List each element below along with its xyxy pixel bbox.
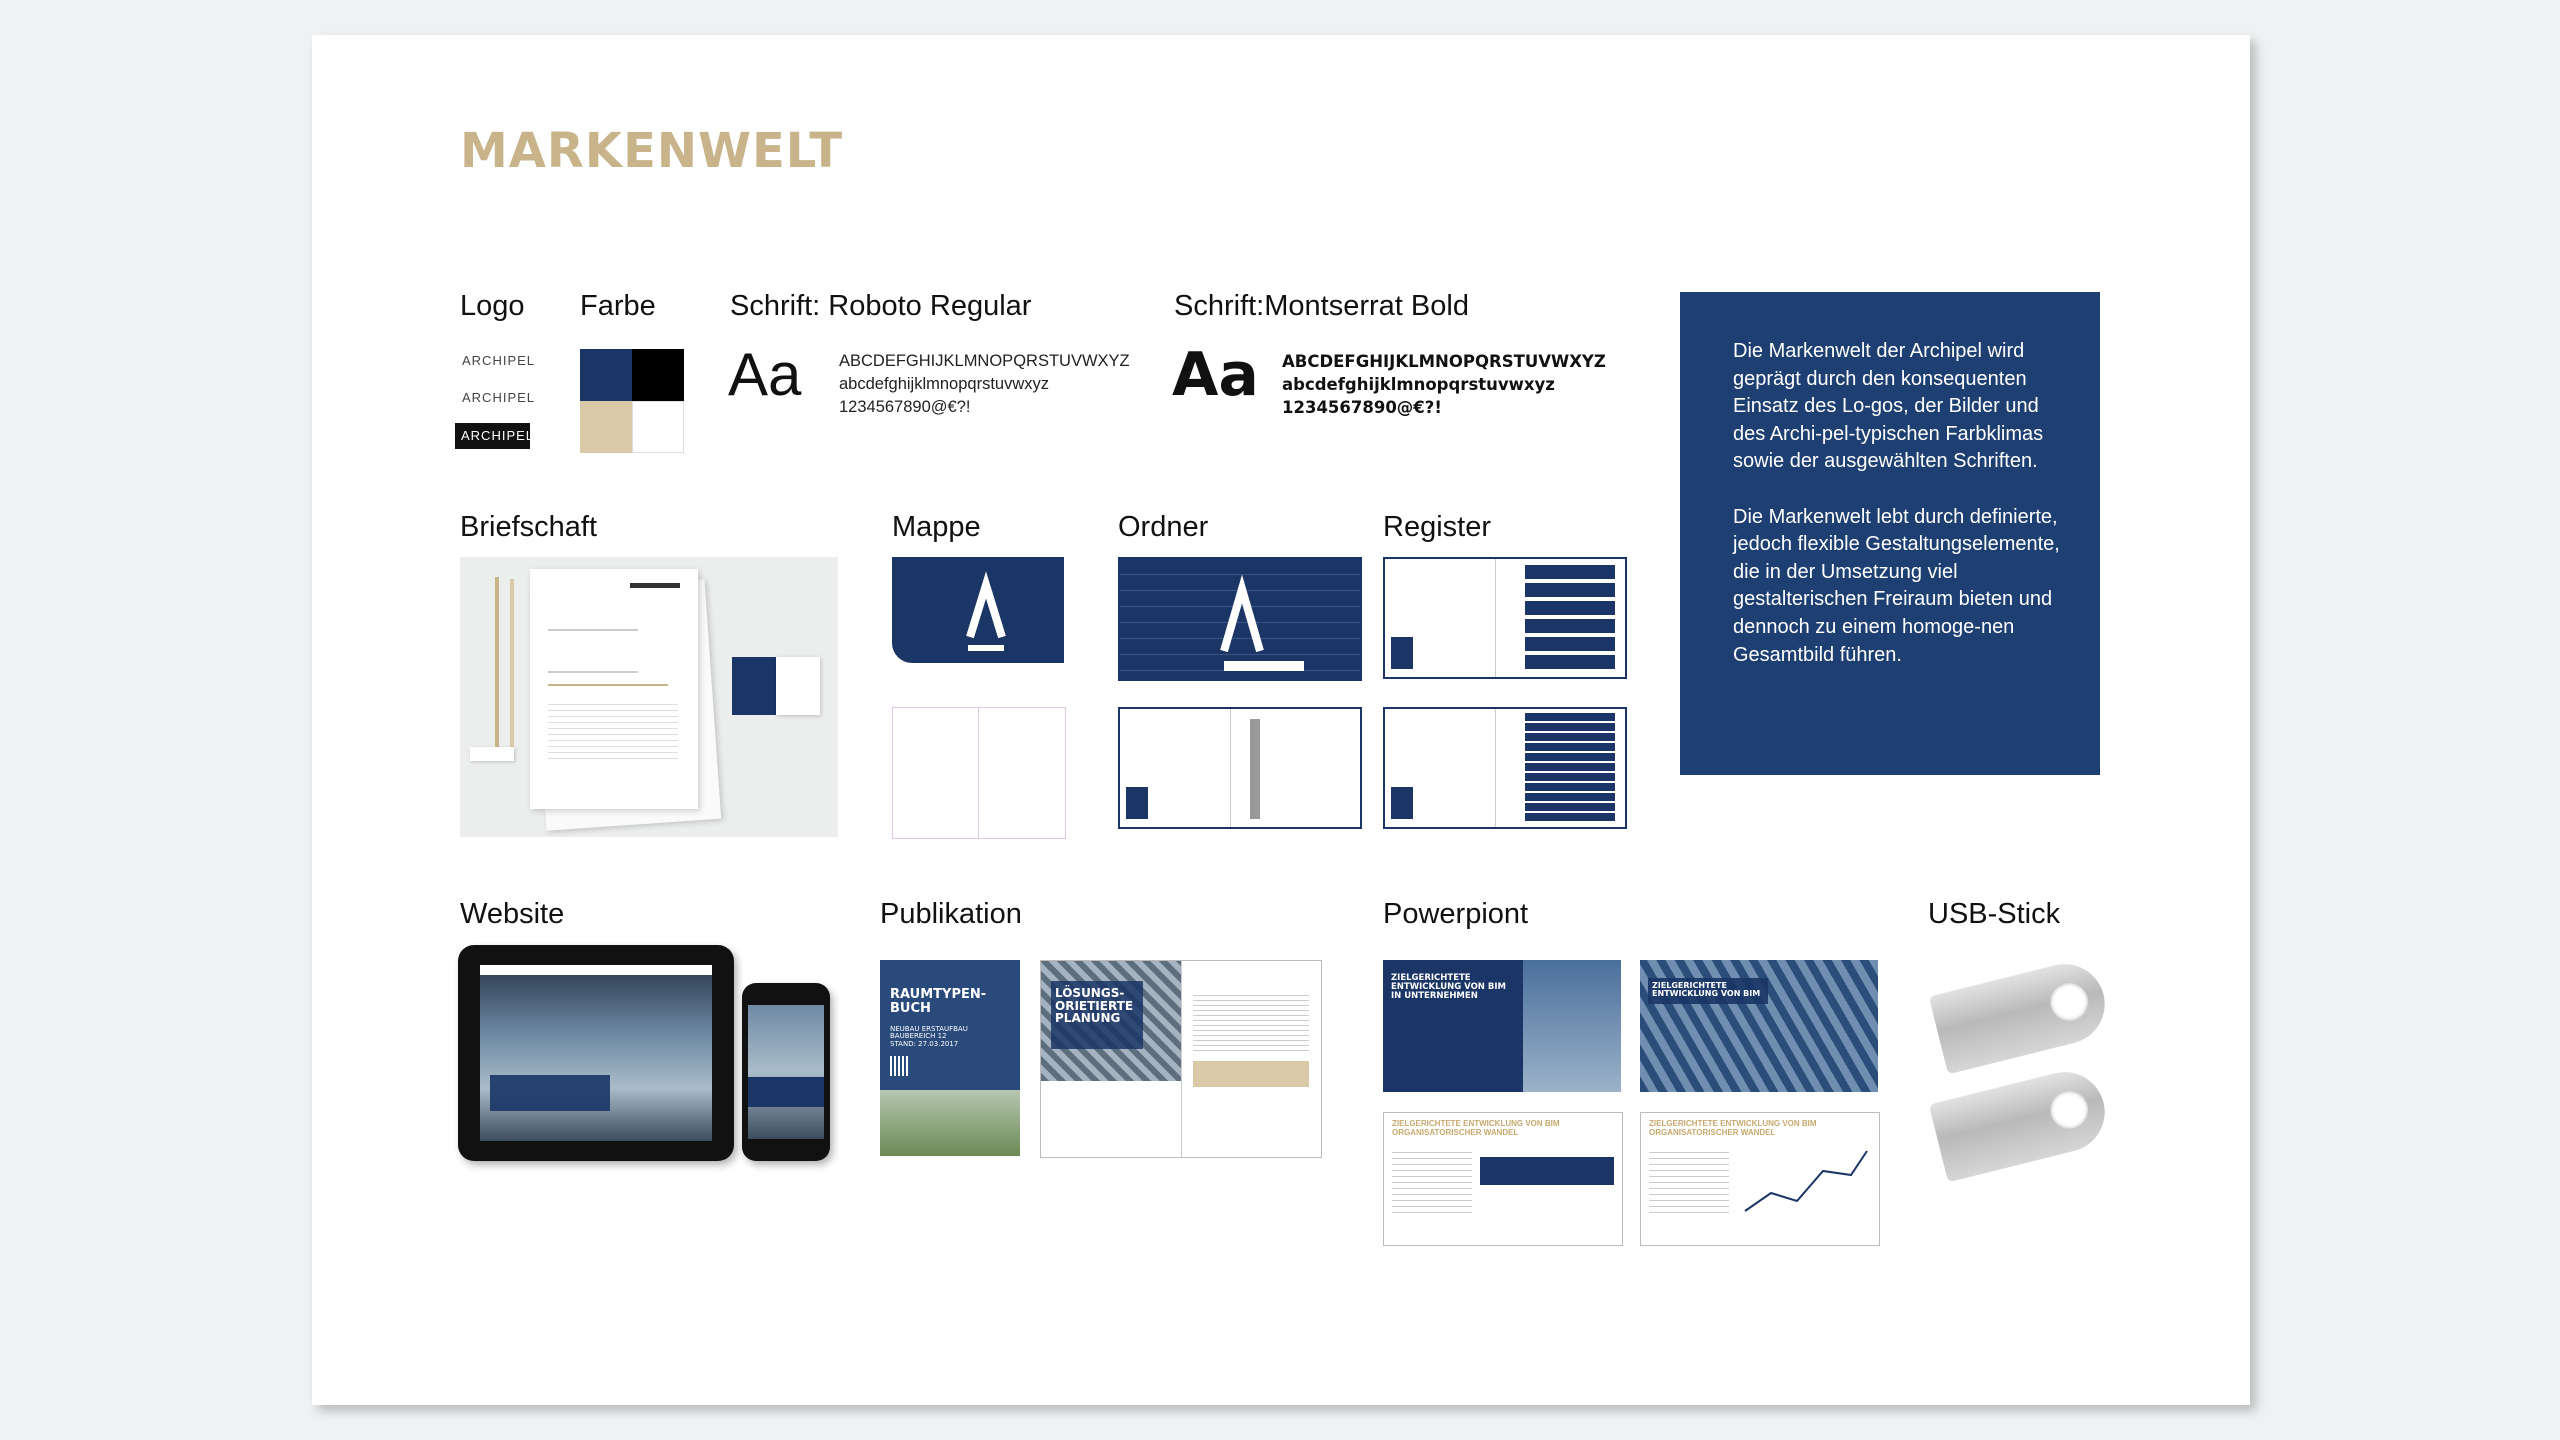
business-card-navy — [732, 657, 776, 715]
publication-spread — [1040, 960, 1322, 1158]
qr-code-icon — [890, 1056, 910, 1076]
register-fold — [1495, 709, 1496, 827]
website-hero-banner — [490, 1075, 610, 1111]
ppt-slide-3-process — [1480, 1157, 1614, 1185]
logo-variant-inverted — [455, 423, 535, 449]
section-label-powerpoint: Powerpiont — [1383, 898, 1529, 930]
tablet-mockup — [458, 945, 734, 1161]
info-box — [1680, 292, 2100, 775]
phone-mockup — [742, 983, 830, 1161]
stationery-mockup — [460, 557, 838, 837]
info-text: Die Markenwelt der Archipel wird geprägt durch den konsequenten Einsatz des Lo-gos, der Bilder und des Archi-pel-typischen Farbklimas sowie der ausgewählten Schriften. Die Markenwelt lebt durch definierte, jedoch flexible Gestaltungselemente, die in der Umsetzung viel gestalterischen Freiraum bieten und dennoch zu einem homoge-nen Gesamtbild führen. — [1733, 340, 2060, 666]
register-tab-stack — [1525, 713, 1615, 823]
ppt-slide-4-title: ZIELGERICHTETE ENTWICKLUNG VON BIM ORGANISATORISCHER WANDEL — [1649, 1119, 1817, 1137]
publication-diagram — [1193, 1061, 1309, 1087]
publication-text-block — [1193, 991, 1309, 1051]
ppt-slide-2 — [1640, 960, 1878, 1092]
archipel-a-icon — [892, 557, 1064, 663]
section-label-mappe: Mappe — [892, 511, 981, 543]
letter-body — [548, 699, 678, 759]
font-sample-lower-roboto: abcdefghijklmnopqrstuvwxyz — [839, 375, 1050, 393]
binder-spine-cover — [1118, 557, 1362, 681]
phone-hero-banner — [748, 1077, 824, 1107]
pencil-image — [495, 577, 499, 747]
section-label-schrift-roboto: Schrift: Roboto Regular — [730, 290, 1032, 322]
section-label-publikation: Publikation — [880, 898, 1022, 930]
letter-address-block — [548, 629, 638, 673]
letter-logo — [630, 583, 680, 588]
publication-cover-subtitle: NEUBAU ERSTAUFBAU BAUBEREICH 12 STAND: 27.03.2017 — [890, 1025, 968, 1048]
font-sample-aa-roboto: Aa — [728, 341, 802, 408]
website-header — [480, 965, 712, 975]
ppt-slide-4 — [1640, 1112, 1880, 1246]
logo-variant-gray: ARCHIPEL — [462, 390, 536, 405]
page-title: MARKENWELT — [460, 123, 844, 179]
folder-fold-line — [978, 708, 979, 838]
pencil-image — [510, 579, 514, 747]
publication-cover-title: RAUMTYPEN- BUCH — [890, 987, 987, 1016]
section-label-logo: Logo — [460, 290, 525, 322]
section-label-schrift-montserrat: Schrift:Montserrat Bold — [1174, 290, 1469, 322]
slide — [312, 35, 2250, 1405]
usb-stick-1 — [1929, 956, 2113, 1075]
usb-keyring-hole — [2046, 1087, 2092, 1133]
section-label-ordner: Ordner — [1118, 511, 1209, 543]
register-fold — [1495, 559, 1496, 677]
phone-screen — [748, 1005, 824, 1139]
ppt-slide-1 — [1383, 960, 1621, 1092]
ppt-slide-3-title: ZIELGERICHTETE ENTWICKLUNG VON BIM ORGANISATORISCHER WANDEL — [1392, 1119, 1560, 1137]
register-tabs-2 — [1383, 707, 1627, 829]
ppt-slide-4-text — [1649, 1147, 1729, 1217]
archipel-a-icon — [1120, 559, 1360, 679]
font-sample-lower-montserrat: abcdefghijklmnopqrstuvwxyz — [1282, 375, 1555, 394]
ppt-slide-3-text — [1392, 1147, 1472, 1217]
ppt-line-chart — [1741, 1141, 1871, 1221]
binder-label — [1126, 787, 1148, 819]
logo-inverted-text: ARCHIPEL — [461, 428, 535, 443]
register-label — [1391, 637, 1413, 669]
ppt-slide-1-title: ZIELGERICHTETE ENTWICKLUNG VON BIM IN UNTERNEHMEN — [1391, 973, 1506, 1001]
color-swatch-black — [632, 349, 684, 401]
font-sample-upper-montserrat: ABCDEFGHIJKLMNOPQRSTUVWXYZ — [1282, 352, 1606, 371]
publication-cover-photo — [880, 1090, 1020, 1156]
section-label-website: Website — [460, 898, 565, 930]
color-swatch-white — [632, 401, 684, 453]
ppt-slide-3 — [1383, 1112, 1623, 1246]
publication-spread-title: LÖSUNGS- ORIETIERTE PLANUNG — [1055, 986, 1134, 1026]
business-card-white — [776, 657, 820, 715]
binder-open — [1118, 707, 1362, 829]
section-label-usb: USB-Stick — [1928, 898, 2061, 930]
logo-variant-gold: ARCHIPEL — [462, 353, 536, 368]
publication-cover — [880, 960, 1020, 1156]
folder-dieline — [892, 707, 1066, 839]
binder-rings — [1250, 719, 1260, 819]
font-sample-aa-montserrat: Aa — [1172, 340, 1259, 410]
section-label-farbe: Farbe — [580, 290, 656, 322]
ppt-slide-1-photo — [1523, 960, 1621, 1092]
color-swatch-beige — [580, 401, 632, 453]
folder-cover — [892, 557, 1064, 663]
letter-sheet-front — [530, 569, 698, 809]
usb-stick-2 — [1929, 1064, 2113, 1183]
tablet-screen — [480, 965, 712, 1141]
font-sample-upper-roboto: ABCDEFGHIJKLMNOPQRSTUVWXYZ — [839, 352, 1130, 370]
publication-gutter — [1181, 961, 1182, 1157]
font-sample-digits-montserrat: 1234567890@€?! — [1282, 398, 1442, 417]
register-tab-stack — [1525, 565, 1615, 671]
section-label-register: Register — [1383, 511, 1491, 543]
ppt-slide-2-title: ZIELGERICHTETE ENTWICKLUNG VON BIM — [1652, 981, 1761, 999]
register-tabs-1 — [1383, 557, 1627, 679]
publication-spread-photo — [1041, 961, 1181, 1081]
usb-keyring-hole — [2046, 979, 2092, 1025]
section-label-briefschaft: Briefschaft — [460, 511, 597, 543]
font-sample-digits-roboto: 1234567890@€?! — [839, 398, 971, 416]
compliment-slip — [470, 747, 514, 761]
register-label — [1391, 787, 1413, 819]
letter-subject-line — [548, 684, 668, 686]
color-swatch-navy — [580, 349, 632, 401]
binder-fold — [1230, 709, 1231, 827]
